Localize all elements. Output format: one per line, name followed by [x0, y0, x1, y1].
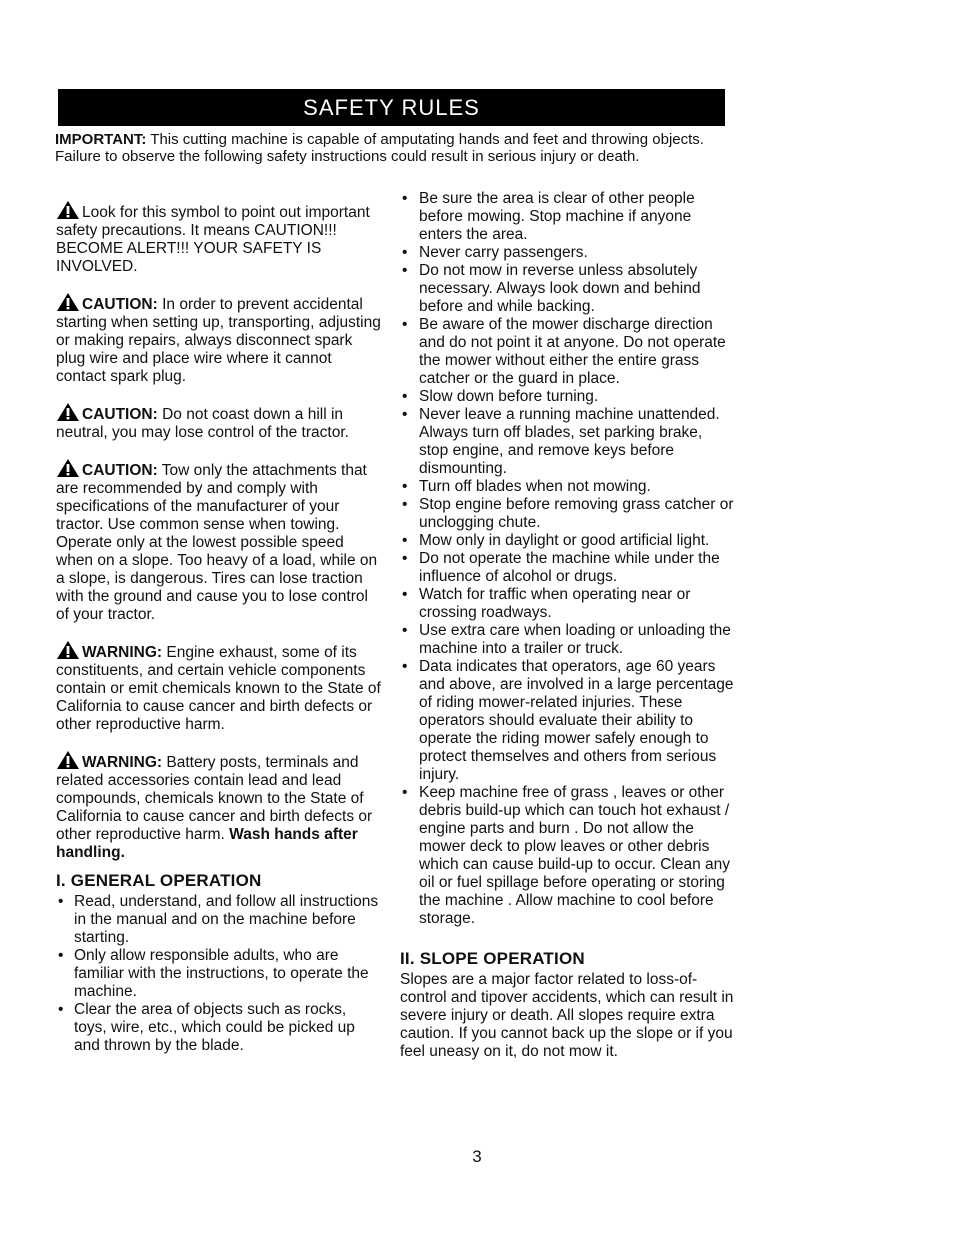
caution-label: CAUTION:	[82, 296, 158, 313]
intro-lead: IMPORTANT:	[55, 131, 147, 148]
safety-alert-icon	[56, 402, 80, 422]
general-operation-list-continued	[400, 190, 735, 928]
symbol-note	[56, 200, 381, 276]
list-item: • Stop engine before removing grass catcher or unclogging chute.	[400, 496, 735, 532]
safety-alert-icon	[56, 200, 80, 220]
caution-tow	[56, 458, 381, 624]
list-item: • Watch for traffic when operating near or crossing roadways.	[400, 586, 735, 622]
list-item: • Never carry passengers.	[400, 244, 735, 262]
safety-alert-icon	[56, 640, 80, 660]
safety-alert-icon	[56, 292, 80, 312]
intro-text: This cutting machine is capable of amputating hands and feet and throwing objects. Failure to observe the following safety instructions could result in serious injury or death.	[55, 131, 704, 165]
list-item: • Be sure the area is clear of other people before mowing. Stop machine if anyone enters the area.	[400, 190, 735, 244]
list-item: • Never leave a running machine unattended. Always turn off blades, set parking brake, stop engine, and remove keys before dismounting.	[400, 406, 735, 478]
symbol-note-text: Look for this symbol to point out important safety precautions. It means CAUTION!!! BECOME ALERT!!! YOUR SAFETY IS INVOLVED.	[56, 204, 370, 275]
list-item: • Clear the area of objects such as rocks, toys, wire, etc., which could be picked up and thrown by the blade.	[56, 1001, 381, 1055]
safety-alert-icon	[56, 750, 80, 770]
list-item: • Turn off blades when not mowing.	[400, 478, 735, 496]
page-number: 3	[472, 1147, 482, 1166]
safety-alert-icon	[56, 458, 80, 478]
list-item: • Data indicates that operators, age 60 years and above, are involved in a large percentage of riding mower-related injuries. These operators should evaluate their ability to operate the riding mower safely enough to protect themselves and others from serious injury.	[400, 658, 735, 784]
warning-text: Engine exhaust, some of its constituents, and certain vehicle components contain or emit chemicals known to the State of California to cause cancer and birth defects or other reproductive harm.	[56, 644, 381, 733]
warning-label: WARNING:	[82, 754, 163, 771]
slope-operation-heading: II. SLOPE OPERATION	[400, 949, 585, 968]
list-item: • Slow down before turning.	[400, 388, 735, 406]
safety-rules-banner	[58, 89, 725, 126]
warning-exhaust	[56, 640, 381, 734]
general-operation-heading: I. GENERAL OPERATION	[56, 871, 262, 890]
caution-text: In order to prevent accidental starting when setting up, transporting, adjusting or making repairs, always disconnect spark plug wire and place wire where it cannot contact spark plug.	[56, 296, 381, 385]
banner-title: SAFETY RULES	[303, 94, 480, 120]
warning-label: WARNING:	[82, 644, 163, 661]
list-item: • Mow only in daylight or good artificial light.	[400, 532, 735, 550]
caution-disconnect	[56, 292, 381, 386]
list-item: • Read, understand, and follow all instructions in the manual and on the machine before starting.	[56, 893, 381, 947]
caution-coast	[56, 402, 381, 442]
intro-paragraph	[55, 131, 735, 165]
warning-battery	[56, 750, 381, 862]
spacer	[400, 928, 735, 946]
caution-text: Tow only the attachments that are recommended by and comply with specifications of the manufacturer of your tractor. Use common sense when towing. Operate only at the lowest possible speed when on a slope. Too heavy of a load, while on a slope, is dangerous. Tires can lose traction with the ground and cause you to lose control of your tractor.	[56, 462, 378, 623]
general-operation-list	[56, 893, 381, 1055]
list-item: • Be aware of the mower discharge direction and do not point it at anyone. Do not operate the mower without either the entire grass catcher or the guard in place.	[400, 316, 735, 388]
caution-label: CAUTION:	[82, 406, 158, 423]
left-column	[56, 190, 381, 1055]
caution-label: CAUTION:	[82, 462, 158, 479]
list-item: • Use extra care when loading or unloading the machine into a trailer or truck.	[400, 622, 735, 658]
slope-operation-text: Slopes are a major factor related to loss-of-control and tipover accidents, which can result in severe injury or death. All slopes require extra caution. If you cannot back up the slope or if you feel uneasy on it, do not mow it.	[400, 971, 734, 1060]
list-item: • Keep machine free of grass , leaves or other debris build-up which can touch hot exhaust / engine parts and burn . Do not allow the mower deck to plow leaves or other debris which can cause build-up to occur. Clean any oil or fuel spillage before operating or storing the machine . Allow machine to cool before storage.	[400, 784, 735, 928]
right-column	[400, 190, 735, 1061]
caution-text: Do not coast down a hill in neutral, you may lose control of the tractor.	[56, 406, 349, 441]
list-item: • Only allow responsible adults, who are familiar with the instructions, to operate the machine.	[56, 947, 381, 1001]
list-item: • Do not mow in reverse unless absolutely necessary. Always look down and behind before and while backing.	[400, 262, 735, 316]
warning-text: Battery posts, terminals and related accessories contain lead and lead compounds, chemicals known to the State of California to cause cancer and birth defects or other reproductive harm.	[56, 754, 373, 843]
warning-tail: Wash hands after handling.	[56, 826, 358, 861]
list-item: • Do not operate the machine while under the influence of alcohol or drugs.	[400, 550, 735, 586]
